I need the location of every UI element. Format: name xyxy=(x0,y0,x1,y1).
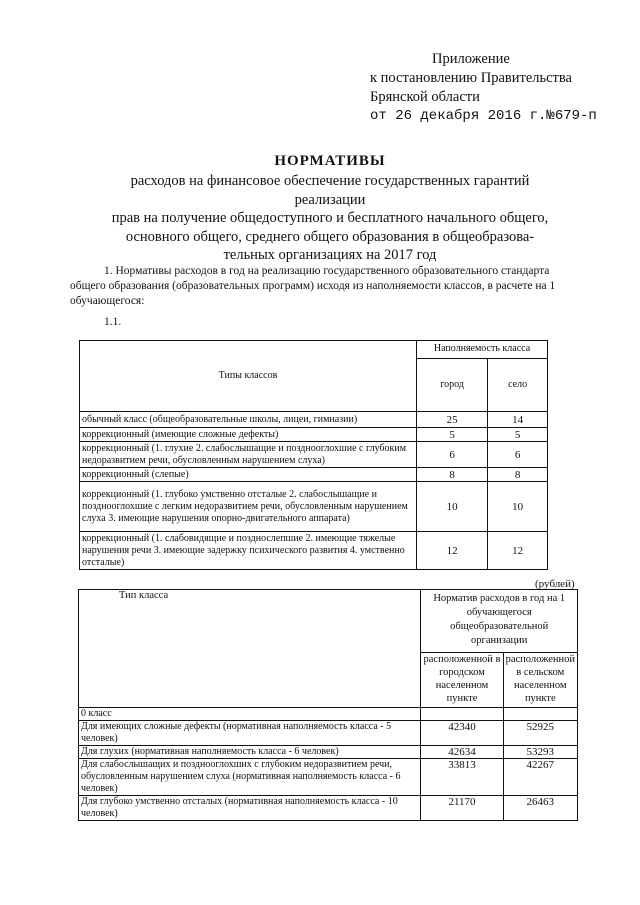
class-type-cell: коррекционный (1. слабовидящие и позднослепшие 2. имеющие тяжелые нарушения речи 3. имеющие задержку психического развития 4. умственно отсталые) xyxy=(80,532,417,570)
table-row xyxy=(80,532,548,570)
class-type-cell: обычный класс (общеобразовательные школы, лицеи, гимназии) xyxy=(80,412,417,428)
city-cell: 25 xyxy=(417,412,488,428)
appendix-resolution: к постановлению Правительства xyxy=(370,70,572,86)
table-row xyxy=(79,796,578,821)
table-row xyxy=(80,468,548,482)
header-class-types: Типы классов xyxy=(80,341,417,412)
header-urban: расположенной в городском населенном пункте xyxy=(421,653,503,708)
rural-cell xyxy=(503,708,577,721)
document-heading: НОРМАТИВЫ xyxy=(274,153,386,169)
urban-cell: 33813 xyxy=(421,759,503,796)
section-number: 1.1. xyxy=(104,316,122,328)
table-row xyxy=(79,721,578,746)
class-type-cell: коррекционный (1. глубоко умственно отсталые 2. слабослышащие и позднооглохшие с легким недоразвитием речи, обусловленным нарушением слуха 3. имеющие нарушения опорно-двигательного аппарата) xyxy=(80,482,417,532)
city-cell: 5 xyxy=(417,428,488,442)
village-cell: 8 xyxy=(488,468,548,482)
header-class-fill: Наполняемость класса xyxy=(417,341,548,359)
table-row xyxy=(80,442,548,468)
city-cell: 12 xyxy=(417,532,488,570)
village-cell: 5 xyxy=(488,428,548,442)
table-row xyxy=(79,759,578,796)
city-cell: 6 xyxy=(417,442,488,468)
table-row xyxy=(80,482,548,532)
cost-norm-table xyxy=(78,589,578,821)
village-cell: 10 xyxy=(488,482,548,532)
appendix-block xyxy=(370,50,630,126)
class-type-cell: коррекционный (1. глухие 2. слабослышащие и позднооглохшие с глубоким недоразвитием речи, обусловленным нарушением слуха) xyxy=(80,442,417,468)
rural-cell: 42267 xyxy=(503,759,577,796)
urban-cell: 42634 xyxy=(421,746,503,759)
class-type-cell: Для слабослышащих и позднооглохших с глубоким недоразвитием речи, обусловленным нарушением слуха (нормативная наполняемость класса - 6 человек) xyxy=(79,759,421,796)
rural-cell: 52925 xyxy=(503,721,577,746)
village-cell: 14 xyxy=(488,412,548,428)
city-cell: 8 xyxy=(417,468,488,482)
class-type-cell: коррекционный (слепые) xyxy=(80,468,417,482)
paragraph-1: 1. Нормативы расходов в год на реализацию государственного образовательного стандарта общего образования (образовательных программ) исходя из наполняемости классов, в расчете на 1 обучающегося: xyxy=(70,265,556,307)
currency-unit: (рублей) xyxy=(535,578,575,590)
class-type-cell: Для имеющих сложные дефекты (нормативная наполняемость класса - 5 человек) xyxy=(79,721,421,746)
subtitle-line-3: основного общего, среднего общего образования в общеобразова- xyxy=(125,228,535,245)
subtitle-line-1: расходов на финансовое обеспечение государственных гарантий реализации xyxy=(130,173,530,208)
table-row xyxy=(80,428,548,442)
urban-cell xyxy=(421,708,503,721)
subtitle-line-2: прав на получение общедоступного и бесплатного начального общего, xyxy=(111,210,549,226)
class-type-cell: 0 класс xyxy=(79,708,421,721)
subtitle-line-4: тельных организациях на 2017 год xyxy=(223,247,437,263)
rural-cell: 26463 xyxy=(503,796,577,821)
header-class-type: Тип класса xyxy=(79,590,421,708)
header-rural: расположенной в сельском населенном пункте xyxy=(503,653,577,708)
appendix-region: Брянской области xyxy=(370,89,480,105)
header-village: село xyxy=(488,358,548,411)
urban-cell: 42340 xyxy=(421,721,503,746)
city-cell: 10 xyxy=(417,482,488,532)
class-type-cell: Для глухих (нормативная наполняемость класса - 6 человек) xyxy=(79,746,421,759)
table-row xyxy=(79,746,578,759)
village-cell: 6 xyxy=(488,442,548,468)
class-fill-table xyxy=(79,340,548,570)
appendix-date: от 26 декабря 2016 г.№679-п xyxy=(370,108,597,124)
table-row xyxy=(80,412,548,428)
village-cell: 12 xyxy=(488,532,548,570)
document-subtitle xyxy=(100,172,560,265)
header-city: город xyxy=(417,358,488,411)
class-type-cell: коррекционный (имеющие сложные дефекты) xyxy=(80,428,417,442)
rural-cell: 53293 xyxy=(503,746,577,759)
urban-cell: 21170 xyxy=(421,796,503,821)
appendix-title: Приложение xyxy=(432,51,510,67)
table-row xyxy=(79,708,578,721)
class-type-cell: Для глубоко умственно отсталых (нормативная наполняемость класса - 10 человек) xyxy=(79,796,421,821)
header-cost-norm: Норматив расходов в год на 1 обучающегося общеобразовательной организации xyxy=(421,590,578,653)
